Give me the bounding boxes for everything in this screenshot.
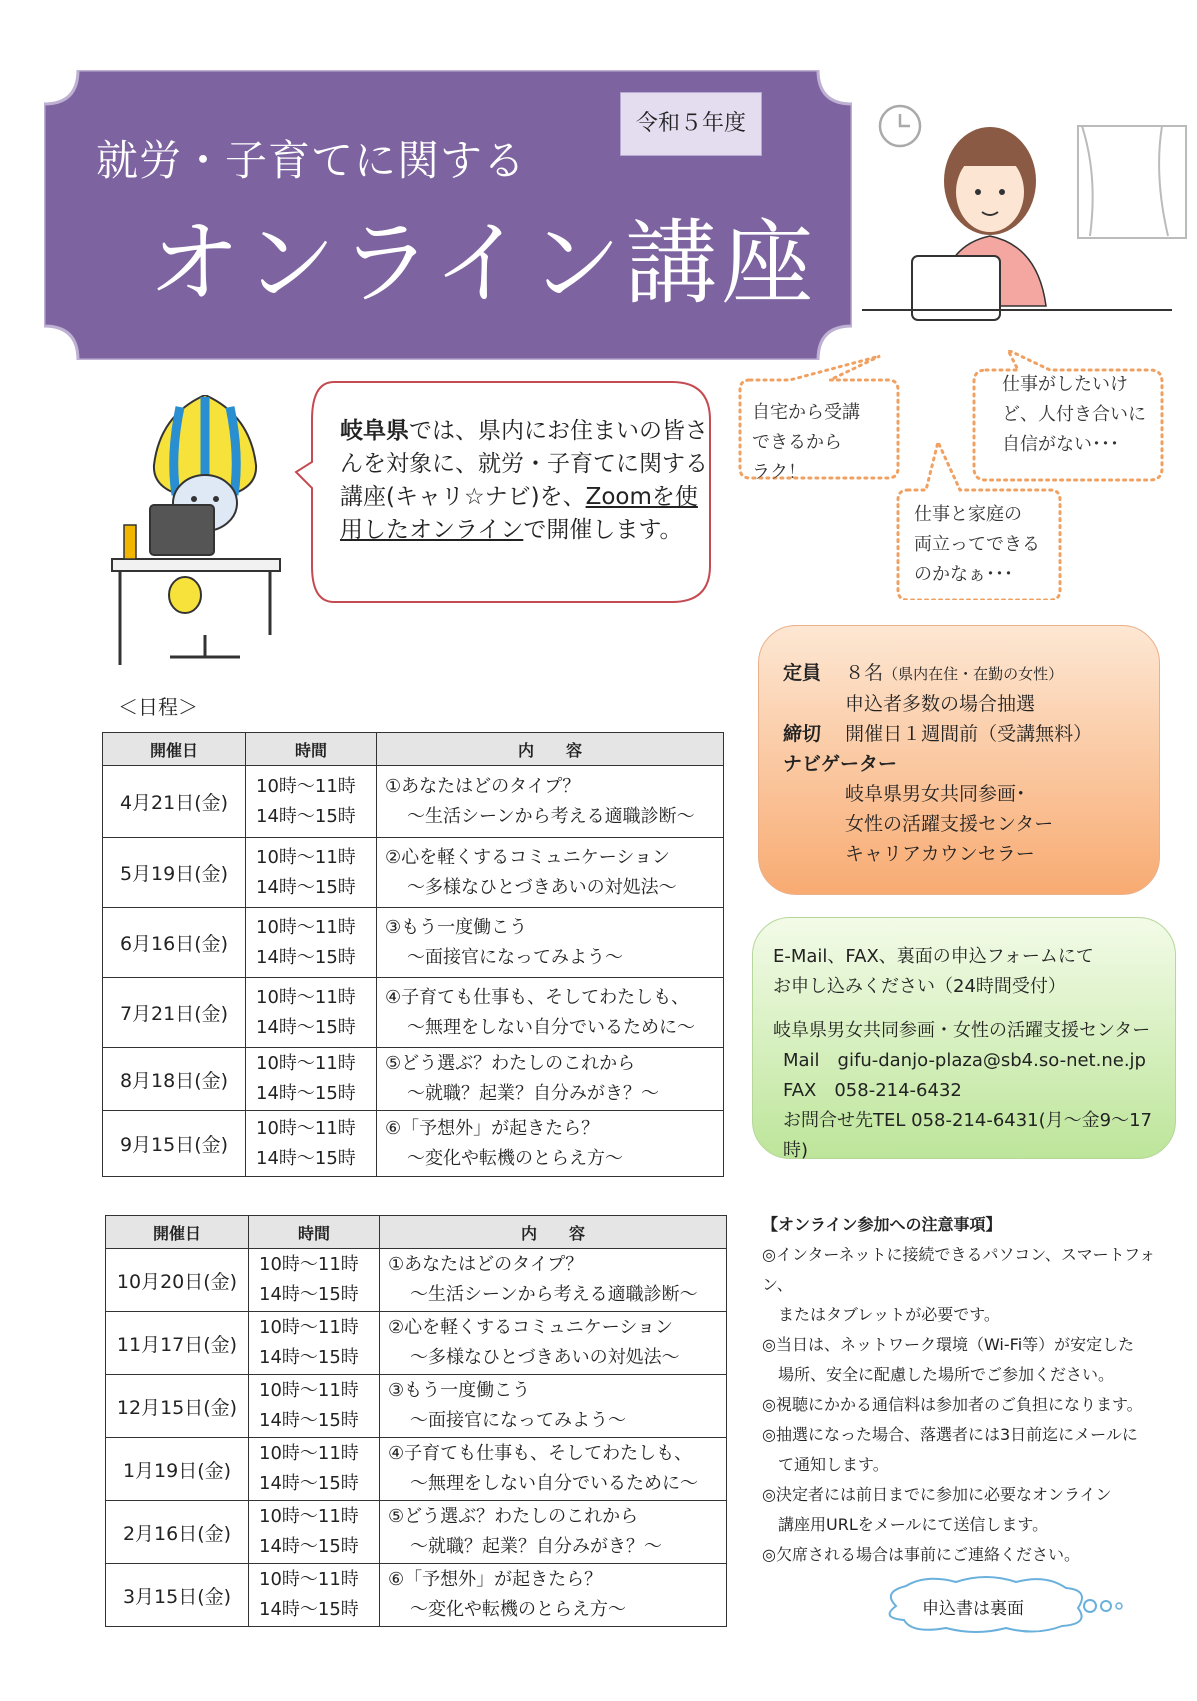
notes-title: 【オンライン参加への注意事項】 — [762, 1215, 1002, 1234]
note-line: ◎欠席される場合は事前にご連絡ください。 — [762, 1545, 1080, 1564]
session-date: 1月19日(金) — [106, 1438, 249, 1501]
session-times — [246, 1048, 377, 1111]
session-times — [249, 1564, 380, 1627]
table-row — [103, 908, 724, 978]
session-date: 8月18日(金) — [103, 1048, 246, 1111]
session-subtitle: ～生活シーンから考える適職診断～ — [410, 1284, 698, 1305]
apply-instruction: お申し込みください（24時間受付） — [773, 976, 1066, 997]
time-slot: 14時～15時 — [256, 1016, 356, 1038]
note-line: 場所、安全に配慮した場所でご参加ください。 — [762, 1365, 1115, 1384]
time-slot: 14時～15時 — [259, 1599, 359, 1620]
header-date: 開催日 — [103, 733, 246, 766]
table-row — [103, 766, 724, 838]
schedule-table-second-half — [105, 1215, 727, 1627]
navigator-line: キャリアカウンセラー — [845, 843, 1035, 865]
table-row — [103, 978, 724, 1048]
time-slot: 14時～15時 — [256, 876, 356, 898]
thought-bubble-balance — [914, 500, 1040, 590]
online-notes — [762, 1210, 1182, 1570]
intro-part1: では、県内にお住まいの皆さんを対象に、就労・子育てに関する講座(キャリ☆ナビ)を、 — [340, 418, 708, 510]
bubble-line: 仕事がしたいけ — [1002, 374, 1128, 395]
note-line: またはタブレットが必要です。 — [762, 1305, 1000, 1324]
session-subtitle: ～多様なひとづきあいの対処法～ — [410, 1347, 680, 1368]
bubble-line: 自信がない･･･ — [1002, 434, 1119, 455]
time-slot: 14時～15時 — [259, 1284, 359, 1305]
session-title: ⑤どう選ぶ？わたしのこれから — [385, 1053, 636, 1074]
bubble-line: 仕事と家庭の — [914, 504, 1022, 525]
note-line: 講座用URLをメールにて送信します。 — [762, 1515, 1049, 1534]
session-title: ⑤どう選ぶ？わたしのこれから — [388, 1506, 639, 1527]
session-title: ③もう一度働こう — [385, 916, 528, 938]
time-slot: 10時～11時 — [259, 1443, 359, 1464]
table-row — [103, 1111, 724, 1177]
session-title: ①あなたはどのタイプ？ — [388, 1254, 584, 1275]
session-subtitle: ～無理をしない自分でいるために～ — [407, 1016, 695, 1038]
table-row — [106, 1438, 727, 1501]
session-title: ⑥「予想外」が起きたら？ — [385, 1117, 600, 1139]
bubble-line: できるから — [752, 432, 842, 453]
session-date: 12月15日(金) — [106, 1375, 249, 1438]
time-slot: 14時～15時 — [259, 1473, 359, 1494]
thought-bubble-home — [752, 398, 860, 488]
session-content — [377, 908, 724, 978]
note-line: て通知します。 — [762, 1455, 889, 1474]
session-title: ②心を軽くするコミュニケーション — [388, 1317, 674, 1338]
mascot-illustration — [110, 395, 300, 675]
bubble-line: のかなぁ･･･ — [914, 564, 1013, 585]
session-times — [246, 766, 377, 838]
session-content — [377, 1111, 724, 1177]
session-times — [246, 1111, 377, 1177]
woman-laptop-illustration — [862, 96, 1192, 326]
apply-instruction: E-Mail、FAX、裏面の申込フォームにて — [773, 946, 1094, 967]
time-slot: 14時～15時 — [256, 1083, 356, 1104]
time-slot: 14時～15時 — [256, 1147, 356, 1169]
session-times — [246, 908, 377, 978]
session-subtitle: ～生活シーンから考える適職診断～ — [407, 805, 695, 827]
time-slot: 10時～11時 — [259, 1317, 359, 1338]
intro-text — [340, 415, 710, 547]
session-subtitle: ～就職？起業？自分みがき？～ — [407, 1083, 659, 1104]
table-row — [106, 1501, 727, 1564]
session-content — [377, 978, 724, 1048]
table-header-row — [106, 1216, 727, 1249]
header-content: 内 容 — [380, 1216, 727, 1249]
contact-info-box — [752, 917, 1176, 1159]
session-date: 9月15日(金) — [103, 1111, 246, 1177]
contact-org: 岐阜県男女共同参画・女性の活躍支援センター — [773, 1020, 1151, 1041]
time-slot: 10時～11時 — [259, 1506, 359, 1527]
note-line: ◎当日は、ネットワーク環境（Wi-Fi等）が安定した — [762, 1335, 1135, 1354]
table-row — [106, 1249, 727, 1312]
intro-part2: で開催します。 — [523, 517, 683, 543]
time-slot: 10時～11時 — [256, 775, 356, 797]
session-subtitle: ～面接官になってみよう～ — [410, 1410, 626, 1431]
session-title: ⑥「予想外」が起きたら？ — [388, 1569, 603, 1590]
session-times — [246, 838, 377, 908]
page-subtitle: 就労・子育てに関する — [96, 136, 527, 185]
schedule-label: ＜日程＞ — [118, 695, 198, 719]
capacity-label: 定員 — [783, 662, 822, 684]
time-slot: 14時～15時 — [259, 1347, 359, 1368]
session-date: 3月15日(金) — [106, 1564, 249, 1627]
fiscal-year-badge: 令和５年度 — [620, 92, 762, 156]
session-title: ②心を軽くするコミュニケーション — [385, 846, 671, 868]
table-row — [106, 1375, 727, 1438]
session-title: ①あなたはどのタイプ？ — [385, 775, 581, 797]
session-subtitle: ～就職？起業？自分みがき？～ — [410, 1536, 662, 1557]
session-content — [377, 1048, 724, 1111]
session-subtitle: ～変化や転機のとらえ方～ — [410, 1599, 626, 1620]
session-date: 4月21日(金) — [103, 766, 246, 838]
time-slot: 10時～11時 — [256, 846, 356, 868]
header-time: 時間 — [246, 733, 377, 766]
navigator-label: ナビゲーター — [783, 753, 898, 775]
contact-tel: お問合せ先TEL 058-214-6431(月～金9～17時) — [783, 1110, 1153, 1161]
session-date: 6月16日(金) — [103, 908, 246, 978]
session-date: 7月21日(金) — [103, 978, 246, 1048]
application-form-note: 申込書は裏面 — [922, 1599, 1024, 1619]
table-row — [103, 1048, 724, 1111]
session-content — [380, 1312, 727, 1375]
deadline-row — [783, 719, 1092, 749]
table-row — [106, 1312, 727, 1375]
bubble-line: ど、人付き合いに — [1002, 404, 1146, 425]
time-slot: 10時～11時 — [259, 1254, 359, 1275]
bubble-line: ラク！ — [752, 462, 806, 483]
time-slot: 10時～11時 — [256, 1053, 356, 1074]
header-time: 時間 — [249, 1216, 380, 1249]
session-times — [246, 978, 377, 1048]
page-title: オンライン講座 — [148, 210, 818, 317]
navigator-line: 岐阜県男女共同参画･ — [845, 783, 1026, 805]
header-date: 開催日 — [106, 1216, 249, 1249]
thought-bubble-confidence — [1002, 370, 1146, 460]
session-subtitle: ～変化や転機のとらえ方～ — [407, 1147, 623, 1169]
session-date: 2月16日(金) — [106, 1501, 249, 1564]
time-slot: 14時～15時 — [256, 805, 356, 827]
note-line: ◎抽選になった場合、落選者には3日前迄にメールに — [762, 1425, 1138, 1444]
schedule-table-first-half — [102, 732, 724, 1177]
session-content — [380, 1438, 727, 1501]
deadline-value: 開催日１週間前（受講無料） — [845, 723, 1093, 745]
header-content: 内 容 — [377, 733, 724, 766]
session-content — [377, 838, 724, 908]
session-title: ④子育ても仕事も、そしてわたしも、 — [385, 986, 690, 1008]
table-row — [106, 1564, 727, 1627]
session-times — [249, 1249, 380, 1312]
session-content — [380, 1375, 727, 1438]
time-slot: 14時～15時 — [256, 946, 356, 968]
table-header-row — [103, 733, 724, 766]
capacity-note: （県内在住・在勤の女性） — [883, 665, 1064, 683]
lottery-note: 申込者多数の場合抽選 — [845, 693, 1036, 715]
note-line: ◎視聴にかかる通信料は参加者のご負担になります。 — [762, 1395, 1143, 1414]
contact-mail[interactable]: Mail gifu-danjo-plaza@sb4.so-net.ne.jp — [783, 1050, 1146, 1071]
time-slot: 10時～11時 — [256, 1117, 356, 1139]
note-line: ◎インターネットに接続できるパソコン、スマートフォン、 — [762, 1245, 1156, 1294]
time-slot: 10時～11時 — [256, 916, 356, 938]
time-slot: 14時～15時 — [259, 1410, 359, 1431]
session-content — [380, 1564, 727, 1627]
session-subtitle: ～面接官になってみよう～ — [407, 946, 623, 968]
time-slot: 10時～11時 — [256, 986, 356, 1008]
session-subtitle: ～無理をしない自分でいるために～ — [410, 1473, 698, 1494]
bubble-line: 自宅から受講 — [752, 402, 860, 423]
navigator-line: 女性の活躍支援センター — [845, 813, 1054, 835]
session-title: ③もう一度働こう — [388, 1380, 531, 1401]
session-times — [249, 1375, 380, 1438]
intro-prefecture: 岐阜県 — [340, 418, 409, 444]
time-slot: 10時～11時 — [259, 1569, 359, 1590]
capacity-row — [783, 658, 1092, 689]
note-line: ◎決定者には前日までに参加に必要なオンライン — [762, 1485, 1112, 1504]
contact-fax: FAX 058-214-6432 — [783, 1080, 962, 1101]
session-content — [380, 1249, 727, 1312]
session-date: 5月19日(金) — [103, 838, 246, 908]
session-times — [249, 1312, 380, 1375]
time-slot: 10時～11時 — [259, 1380, 359, 1401]
bubble-line: 両立ってできる — [914, 534, 1040, 555]
intro-zoom: Zoomを使用したオンライン — [340, 484, 698, 543]
session-subtitle: ～多様なひとづきあいの対処法～ — [407, 876, 677, 898]
deadline-label: 締切 — [783, 723, 822, 745]
table-row — [103, 838, 724, 908]
session-times — [249, 1501, 380, 1564]
capacity-value: ８名 — [845, 662, 884, 684]
session-times — [249, 1438, 380, 1501]
time-slot: 14時～15時 — [259, 1536, 359, 1557]
session-content — [380, 1501, 727, 1564]
session-content — [377, 766, 724, 838]
course-info-box — [758, 625, 1160, 895]
session-title: ④子育ても仕事も、そしてわたしも、 — [388, 1443, 693, 1464]
session-date: 10月20日(金) — [106, 1249, 249, 1312]
session-date: 11月17日(金) — [106, 1312, 249, 1375]
